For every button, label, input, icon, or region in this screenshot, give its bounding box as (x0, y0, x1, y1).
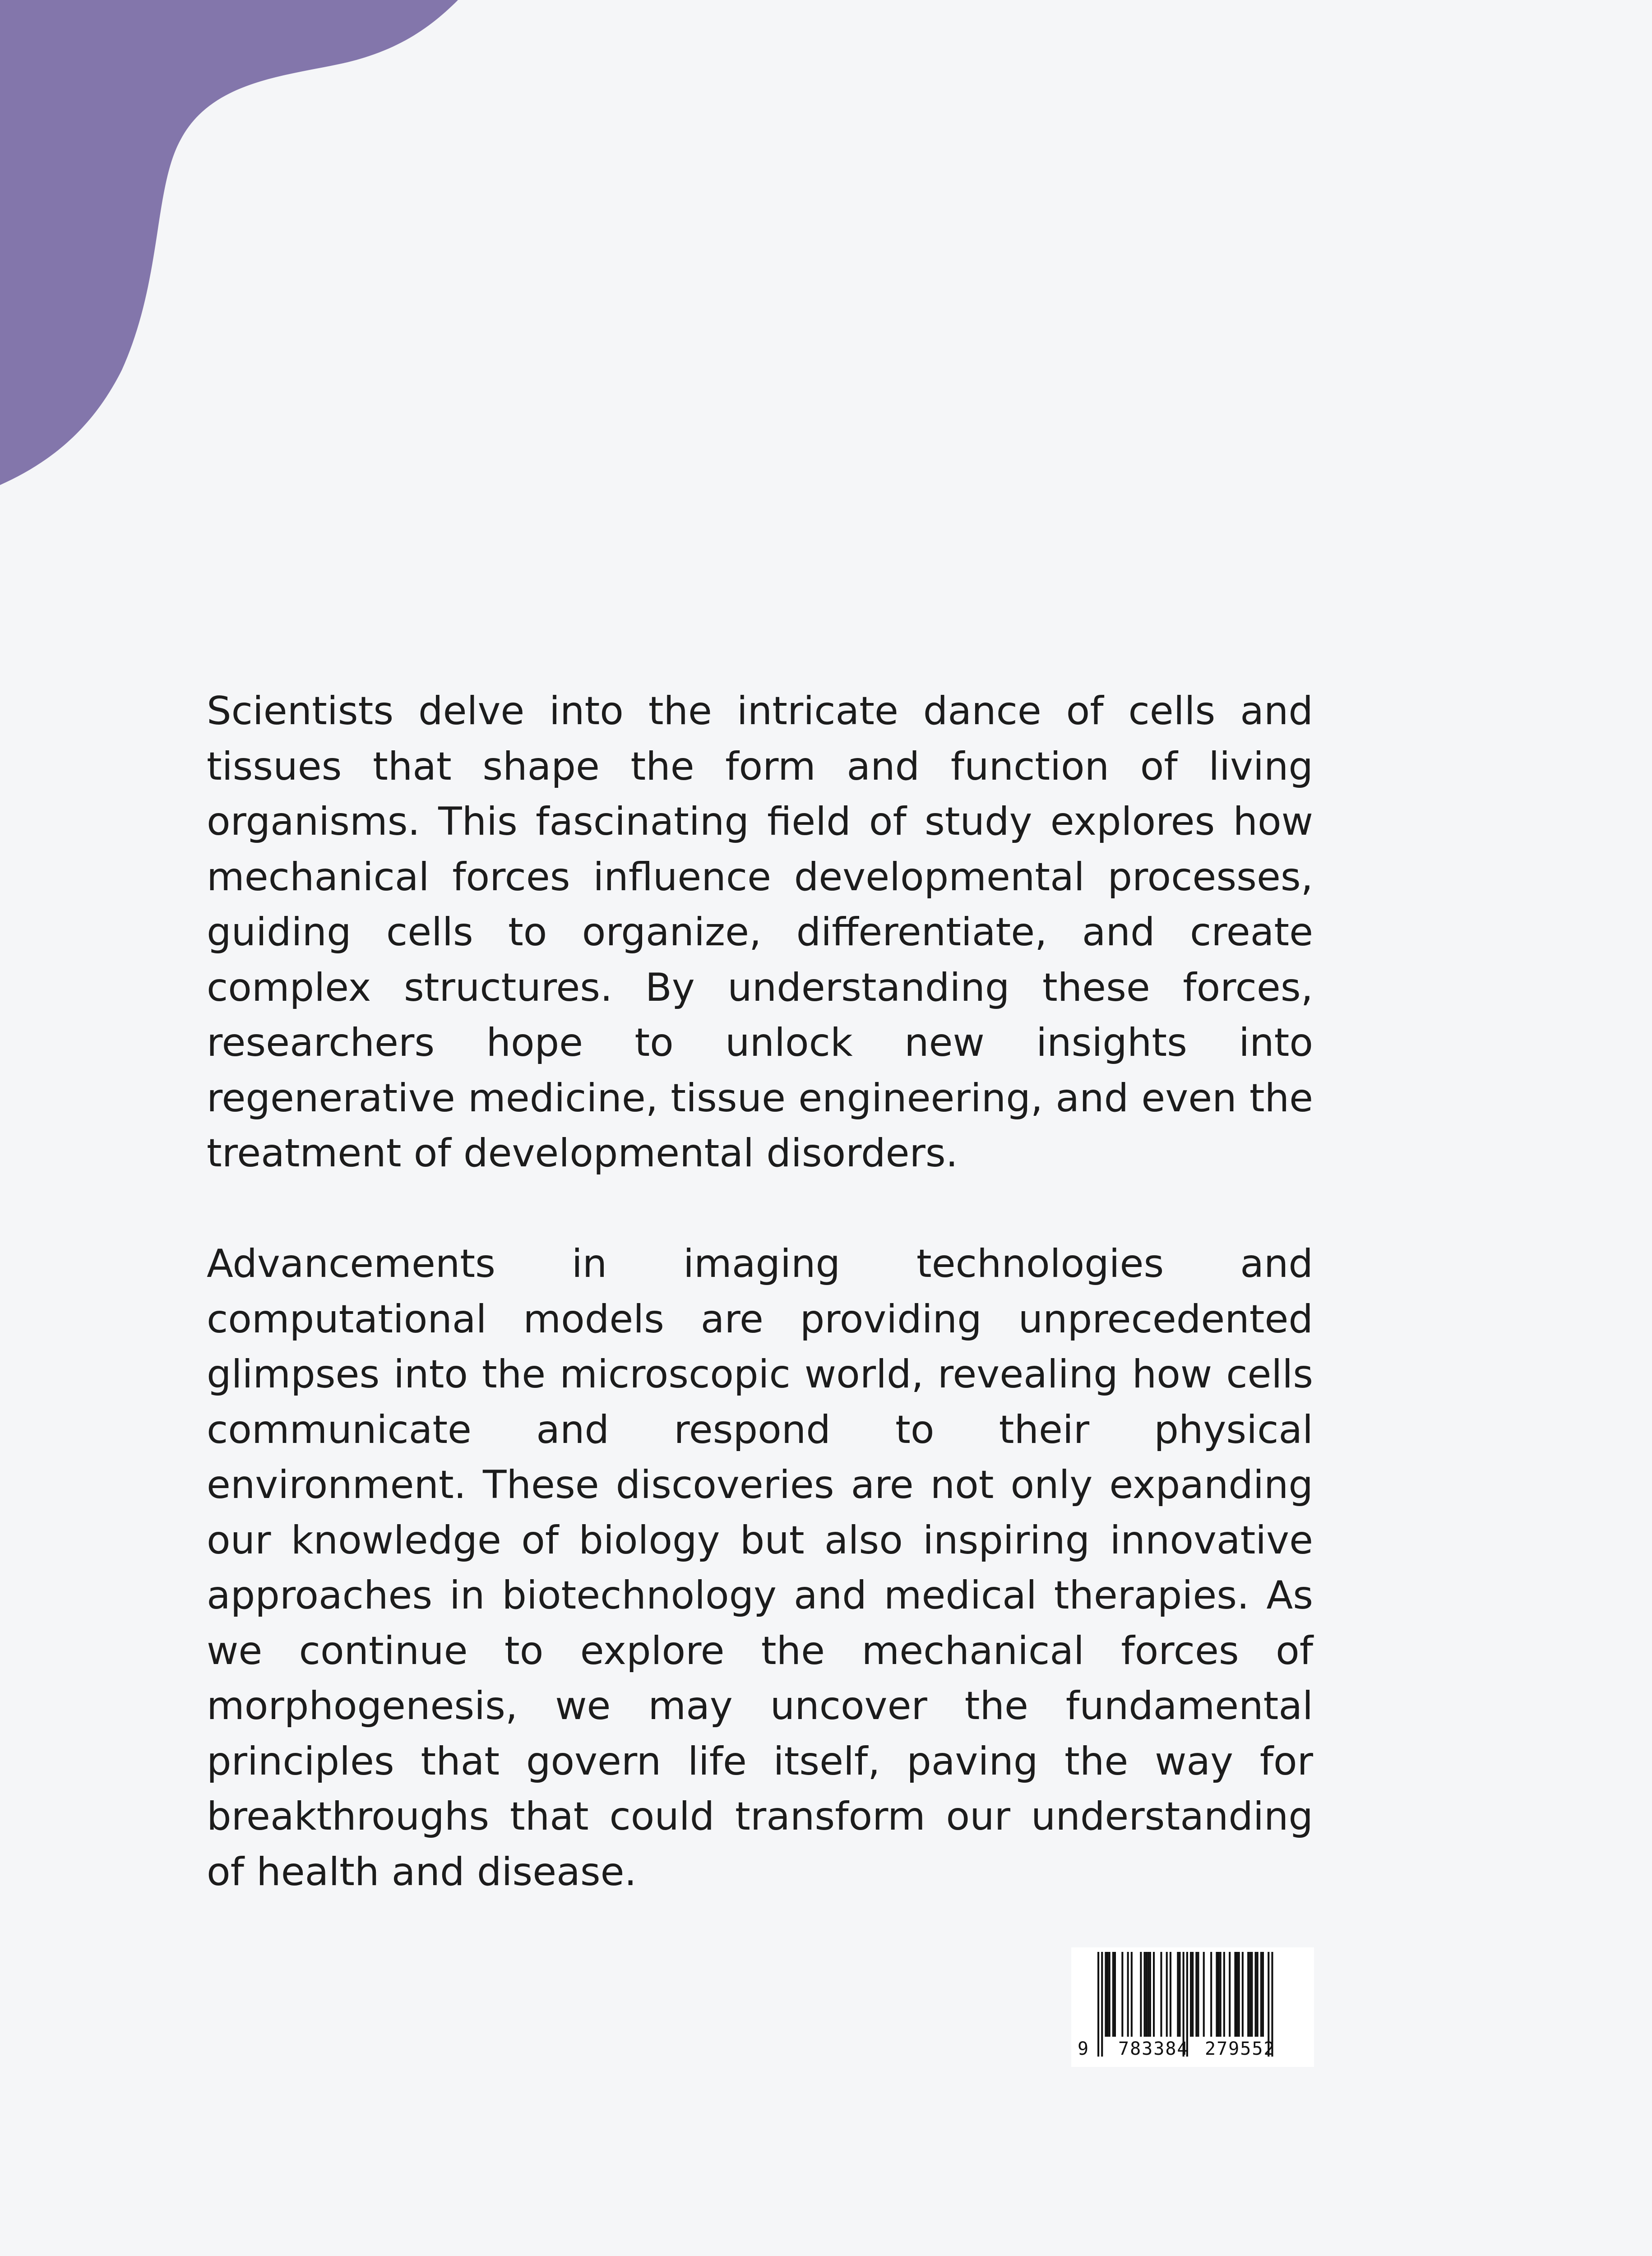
barcode-bar (1255, 1952, 1257, 2037)
barcode-bar (1190, 1952, 1192, 2037)
barcode-bar (1146, 1952, 1148, 2037)
barcode-bar (1170, 1952, 1171, 2037)
barcode-bar (1223, 1952, 1225, 2037)
barcode-bar (1121, 1952, 1123, 2037)
barcode-bar (1247, 1952, 1249, 2037)
barcode-bar (1097, 1952, 1099, 2057)
barcode-bar (1112, 1952, 1114, 2037)
isbn-barcode (1071, 1947, 1314, 2067)
barcode-bar (1131, 1952, 1133, 2037)
barcode-first-digit: 9 (1078, 2039, 1090, 2059)
barcode-bar (1251, 1952, 1253, 2037)
barcode-bar (1234, 1952, 1236, 2037)
paragraph-2: Advancements in imaging technologies and computational models are providing unprecedented glimpses into the microscopic world, revealing how cells communicate and respond to their physical environment. These discoveries are not only expanding our knowledge of biology but also inspiring innovative approaches in biotechnology and medical therapies. As we continue to explore the mechanical forces of morphogenesis, we may uncover the fundamental principles that govern life itself, paving the way for breakthroughs that could transform our understanding of health and disease. (207, 1241, 1313, 1895)
barcode-bar (1195, 1952, 1197, 2037)
barcode-bar (1249, 1952, 1251, 2037)
barcode-bars (1071, 1947, 1314, 2067)
barcode-bar (1238, 1952, 1240, 2037)
barcode-bar (1242, 1952, 1244, 2037)
barcode-bar (1220, 1952, 1222, 2037)
barcode-bar (1236, 1952, 1238, 2037)
barcode-bar (1197, 1952, 1199, 2037)
barcode-bar (1218, 1952, 1220, 2037)
barcode-bar (1148, 1952, 1149, 2037)
barcode-bar (1127, 1952, 1129, 2037)
barcode-bar (1144, 1952, 1146, 2037)
barcode-bar (1114, 1952, 1116, 2037)
barcode-bar (1260, 1952, 1262, 2037)
barcode-bar (1210, 1952, 1212, 2037)
paragraph-1: Scientists delve into the intricate dance of cells and tissues that shape the form and function of living organisms. This fascinating field of study explores how mechanical forces influence developmental processes, guiding cells to organize, differentiate, and create complex structures. By understanding these forces, researchers hope to unlock new insights into regenerative medicine, tissue engineering, and even the treatment of developmental disorders. (207, 689, 1313, 1176)
barcode-right-digits: 279552 (1205, 2039, 1276, 2059)
barcode-bar (1203, 1952, 1205, 2037)
barcode-bar (1109, 1952, 1111, 2037)
barcode-bar (1160, 1952, 1162, 2037)
barcode-bar (1101, 1952, 1103, 2057)
barcode-bar (1105, 1952, 1106, 2037)
barcode-bar (1107, 1952, 1109, 2037)
barcode-bar (1216, 1952, 1217, 2037)
barcode-bar (1262, 1952, 1264, 2037)
barcode-bar (1149, 1952, 1151, 2037)
back-cover-text (207, 684, 1313, 1900)
barcode-bar (1153, 1952, 1155, 2037)
barcode-bar (1229, 1952, 1231, 2037)
decorative-corner-blob (0, 0, 496, 496)
barcode-bar (1192, 1952, 1194, 2037)
barcode-bar (1257, 1952, 1259, 2037)
barcode-bar (1140, 1952, 1142, 2037)
barcode-bar (1177, 1952, 1179, 2037)
barcode-bar (1166, 1952, 1168, 2037)
barcode-bar (1179, 1952, 1180, 2037)
barcode-left-digits: 783384 (1118, 2039, 1189, 2059)
